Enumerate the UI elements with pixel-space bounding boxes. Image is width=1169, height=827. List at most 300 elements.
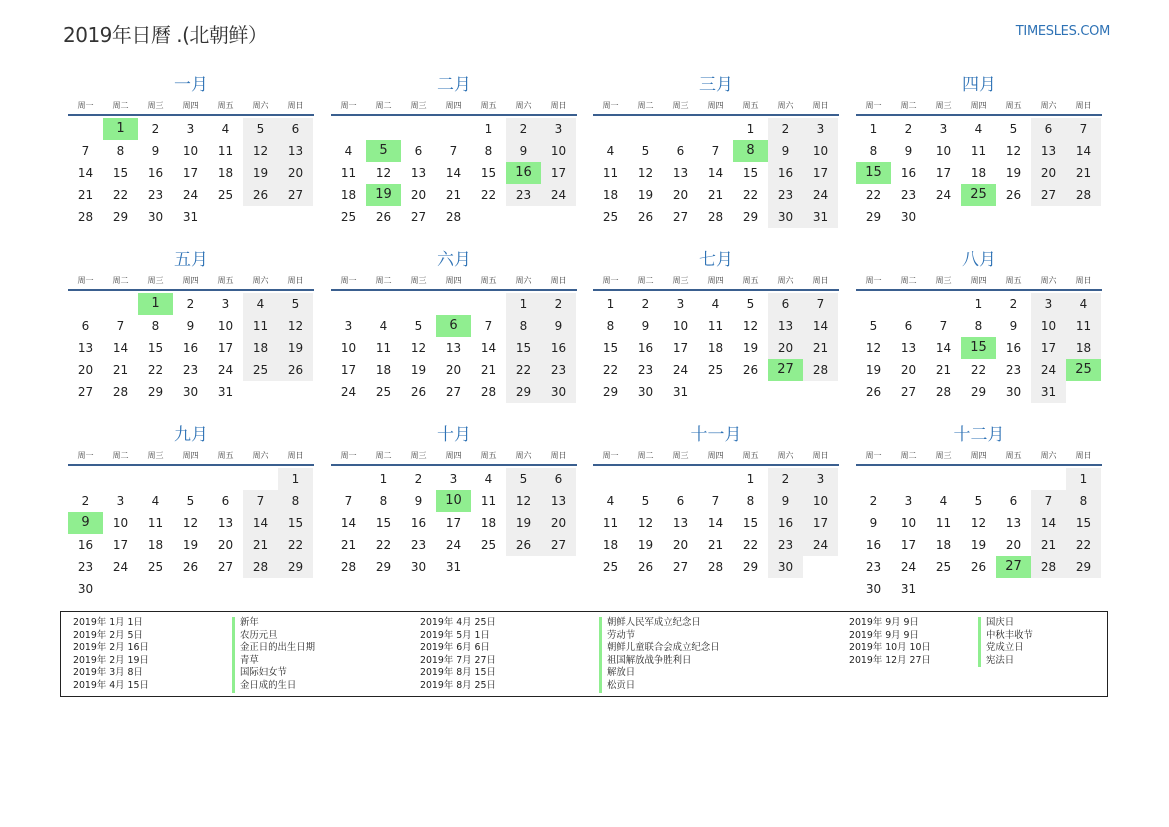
day-cell: 23 (768, 184, 803, 206)
legend-entry: 2019年 2月 19日 (73, 654, 149, 666)
day-cell: 27 (541, 534, 576, 556)
day-cell: 22 (865, 188, 882, 202)
day-cell: 7 (243, 490, 278, 512)
day-cell: 18 (602, 188, 619, 202)
day-cell: 25 (935, 560, 952, 574)
holiday-day-cell: 15 (856, 162, 891, 184)
day-cell: 1 (1066, 468, 1101, 490)
day-cell: 7 (449, 144, 458, 158)
day-cell: 1 (379, 472, 388, 486)
month-block (331, 422, 577, 578)
empty-cell (208, 468, 243, 490)
day-cell: 25 (480, 538, 497, 552)
day-cell: 2 (81, 494, 90, 508)
day-cell: 13 (410, 166, 427, 180)
day-cell: 22 (480, 188, 497, 202)
weekday-label: 周日 (550, 101, 567, 110)
day-cell: 13 (278, 140, 313, 162)
day-cell: 10 (900, 516, 917, 530)
day-cell: 5 (278, 293, 313, 315)
day-cell: 29 (602, 385, 619, 399)
day-grid (856, 468, 1101, 600)
day-cell: 15 (480, 166, 497, 180)
weekday-label: 周六 (252, 451, 269, 460)
day-cell: 28 (445, 210, 462, 224)
legend-entry: 国际妇女节 (232, 667, 315, 680)
day-cell: 22 (742, 188, 759, 202)
day-cell: 17 (541, 162, 576, 184)
day-cell: 9 (541, 315, 576, 337)
weekday-label: 周四 (707, 276, 724, 285)
day-cell: 11 (935, 516, 952, 530)
day-grid (331, 468, 576, 578)
day-grid (68, 118, 313, 228)
empty-cell (366, 293, 401, 315)
weekday-label: 周六 (777, 101, 794, 110)
holiday-day-cell: 1 (103, 118, 138, 140)
day-cell: 2 (1009, 297, 1018, 311)
month-block (856, 72, 1102, 228)
day-cell: 3 (1031, 293, 1066, 315)
day-cell: 28 (1066, 184, 1101, 206)
holiday-day-cell: 10 (436, 490, 471, 512)
weekday-label: 周日 (287, 451, 304, 460)
day-cell: 31 (217, 385, 234, 399)
day-cell: 5 (641, 144, 650, 158)
day-cell: 17 (672, 341, 689, 355)
weekday-label: 周六 (252, 276, 269, 285)
empty-cell (1031, 468, 1066, 490)
day-cell: 15 (742, 166, 759, 180)
day-cell: 29 (865, 210, 882, 224)
weekday-label: 周二 (112, 101, 129, 110)
day-cell: 27 (445, 385, 462, 399)
weekday-label: 周二 (375, 451, 392, 460)
holiday-day-cell: 5 (366, 140, 401, 162)
day-cell: 9 (151, 144, 160, 158)
day-cell: 25 (217, 188, 234, 202)
weekday-label: 周日 (812, 451, 829, 460)
day-cell: 29 (506, 381, 541, 403)
day-cell: 23 (637, 363, 654, 377)
day-cell: 7 (939, 319, 948, 333)
day-cell: 28 (112, 385, 129, 399)
day-cell: 14 (243, 512, 278, 534)
weekday-label: 周一 (865, 276, 882, 285)
day-cell: 24 (541, 184, 576, 206)
empty-cell (331, 468, 366, 490)
day-cell: 12 (637, 166, 654, 180)
day-cell: 26 (375, 210, 392, 224)
day-cell: 26 (410, 385, 427, 399)
day-cell: 3 (186, 122, 195, 136)
day-cell: 30 (410, 560, 427, 574)
day-cell: 12 (865, 341, 882, 355)
weekday-header (68, 98, 314, 116)
weekday-label: 周四 (970, 451, 987, 460)
weekday-label: 周二 (112, 276, 129, 285)
day-cell: 16 (768, 162, 803, 184)
day-cell: 2 (768, 468, 803, 490)
weekday-header (856, 98, 1102, 116)
day-cell: 6 (676, 494, 685, 508)
weekday-header (331, 273, 577, 291)
legend-entry: 2019年 5月 1日 (420, 629, 490, 641)
day-cell: 13 (1005, 516, 1022, 530)
weekday-label: 周四 (970, 276, 987, 285)
day-cell: 10 (182, 144, 199, 158)
day-cell: 25 (243, 359, 278, 381)
day-cell: 22 (278, 534, 313, 556)
weekday-label: 周五 (480, 451, 497, 460)
month-block (331, 247, 577, 403)
empty-cell (68, 468, 103, 490)
weekday-label: 周日 (1075, 276, 1092, 285)
day-cell: 5 (974, 494, 983, 508)
day-cell: 19 (637, 538, 654, 552)
day-cell: 31 (1031, 381, 1066, 403)
weekday-label: 周三 (410, 101, 427, 110)
legend-entry: 朝鲜人民军成立纪念日 (599, 617, 720, 630)
empty-cell (628, 118, 663, 140)
day-cell: 3 (939, 122, 948, 136)
day-cell: 8 (1066, 490, 1101, 512)
day-cell: 23 (506, 184, 541, 206)
day-cell: 6 (904, 319, 913, 333)
day-cell: 21 (803, 337, 838, 359)
day-cell: 21 (340, 538, 357, 552)
day-cell: 16 (768, 512, 803, 534)
day-cell: 8 (974, 319, 983, 333)
day-cell: 2 (904, 122, 913, 136)
holiday-day-cell: 15 (961, 337, 996, 359)
holiday-day-cell: 16 (506, 162, 541, 184)
month-block (593, 247, 839, 403)
day-cell: 17 (182, 166, 199, 180)
day-cell: 4 (221, 122, 230, 136)
day-cell: 11 (602, 516, 619, 530)
day-cell: 30 (147, 210, 164, 224)
legend-entry: 国庆日 (978, 617, 1033, 630)
month-block (856, 247, 1102, 403)
day-cell: 18 (217, 166, 234, 180)
day-cell: 15 (1066, 512, 1101, 534)
day-cell: 7 (711, 494, 720, 508)
day-cell: 17 (900, 538, 917, 552)
day-cell: 17 (217, 341, 234, 355)
day-cell: 26 (865, 385, 882, 399)
weekday-label: 周四 (970, 101, 987, 110)
day-cell: 13 (217, 516, 234, 530)
day-cell: 11 (243, 315, 278, 337)
page-title: 2019年日曆 .(北朝鲜） (63, 23, 268, 47)
day-cell: 14 (480, 341, 497, 355)
empty-cell (628, 468, 663, 490)
weekday-label: 周四 (445, 451, 462, 460)
day-cell: 10 (935, 144, 952, 158)
day-cell: 5 (869, 319, 878, 333)
day-cell: 20 (768, 337, 803, 359)
day-cell: 17 (445, 516, 462, 530)
day-cell: 23 (900, 188, 917, 202)
day-cell: 9 (768, 140, 803, 162)
day-cell: 3 (803, 118, 838, 140)
day-cell: 21 (112, 363, 129, 377)
day-cell: 11 (147, 516, 164, 530)
month-name: 三月 (699, 75, 733, 95)
day-cell: 6 (278, 118, 313, 140)
day-cell: 24 (935, 188, 952, 202)
empty-cell (891, 293, 926, 315)
legend-entry: 朝鲜儿童联合会成立纪念日 (599, 642, 720, 655)
legend-col1-dates (73, 617, 149, 693)
day-cell: 27 (900, 385, 917, 399)
day-cell: 10 (803, 140, 838, 162)
empty-cell (331, 118, 366, 140)
day-cell: 14 (1066, 140, 1101, 162)
day-cell: 9 (768, 490, 803, 512)
weekday-label: 周三 (935, 276, 952, 285)
day-cell: 3 (541, 118, 576, 140)
empty-cell (891, 468, 926, 490)
day-cell: 1 (506, 293, 541, 315)
legend-entry: 2019年 2月 16日 (73, 642, 149, 654)
day-cell: 26 (243, 184, 278, 206)
day-cell: 2 (151, 122, 160, 136)
weekday-label: 周三 (672, 101, 689, 110)
day-cell: 1 (484, 122, 493, 136)
day-cell: 14 (445, 166, 462, 180)
day-cell: 4 (606, 494, 615, 508)
weekday-label: 周三 (147, 101, 164, 110)
weekday-header (331, 448, 577, 466)
day-cell: 16 (77, 538, 94, 552)
day-cell: 24 (803, 534, 838, 556)
day-cell: 6 (676, 144, 685, 158)
day-cell: 21 (243, 534, 278, 556)
day-cell: 30 (541, 381, 576, 403)
day-cell: 11 (375, 341, 392, 355)
day-cell: 26 (637, 560, 654, 574)
weekday-label: 周日 (1075, 101, 1092, 110)
day-cell: 12 (506, 490, 541, 512)
weekday-label: 周三 (410, 276, 427, 285)
empty-cell (663, 118, 698, 140)
empty-cell (68, 118, 103, 140)
day-cell: 7 (1031, 490, 1066, 512)
day-cell: 6 (81, 319, 90, 333)
day-cell: 1 (746, 472, 755, 486)
day-grid (593, 293, 838, 403)
weekday-label: 周一 (865, 101, 882, 110)
day-cell: 14 (1031, 512, 1066, 534)
weekday-label: 周四 (445, 101, 462, 110)
day-cell: 7 (711, 144, 720, 158)
empty-cell (401, 293, 436, 315)
weekday-header (331, 98, 577, 116)
weekday-label: 周二 (375, 101, 392, 110)
weekday-label: 周一 (602, 451, 619, 460)
day-cell: 7 (116, 319, 125, 333)
day-cell: 29 (970, 385, 987, 399)
weekday-label: 周二 (900, 101, 917, 110)
day-cell: 27 (278, 184, 313, 206)
day-cell: 23 (768, 534, 803, 556)
day-cell: 30 (77, 582, 94, 596)
weekday-label: 周二 (637, 276, 654, 285)
weekday-header (856, 273, 1102, 291)
day-cell: 19 (637, 188, 654, 202)
day-cell: 25 (147, 560, 164, 574)
day-cell: 3 (221, 297, 230, 311)
day-cell: 26 (742, 363, 759, 377)
day-cell: 7 (484, 319, 493, 333)
day-cell: 2 (541, 293, 576, 315)
weekday-label: 周五 (217, 276, 234, 285)
day-cell: 12 (742, 319, 759, 333)
day-cell: 10 (340, 341, 357, 355)
weekday-label: 周五 (1005, 276, 1022, 285)
holiday-legend (60, 611, 1108, 697)
day-cell: 29 (1066, 556, 1101, 578)
empty-cell (698, 468, 733, 490)
weekday-label: 周一 (340, 276, 357, 285)
day-cell: 20 (410, 188, 427, 202)
day-cell: 1 (278, 468, 313, 490)
day-cell: 9 (1009, 319, 1018, 333)
day-cell: 22 (1066, 534, 1101, 556)
legend-col3-dates (849, 617, 931, 667)
legend-entry: 2019年 2月 5日 (73, 629, 143, 641)
empty-cell (103, 468, 138, 490)
weekday-label: 周四 (182, 101, 199, 110)
day-cell: 3 (344, 319, 353, 333)
day-cell: 15 (602, 341, 619, 355)
day-grid (68, 293, 313, 403)
day-cell: 12 (637, 516, 654, 530)
day-cell: 4 (151, 494, 160, 508)
day-cell: 17 (803, 162, 838, 184)
day-cell: 28 (1031, 556, 1066, 578)
month-name: 六月 (437, 250, 471, 270)
legend-entry: 2019年 3月 8日 (73, 667, 143, 679)
day-cell: 3 (116, 494, 125, 508)
day-cell: 31 (803, 206, 838, 228)
day-cell: 17 (1031, 337, 1066, 359)
empty-cell (926, 293, 961, 315)
day-cell: 9 (904, 144, 913, 158)
legend-entry: 2019年 8月 15日 (420, 667, 496, 679)
day-cell: 11 (970, 144, 987, 158)
day-cell: 14 (112, 341, 129, 355)
day-cell: 28 (243, 556, 278, 578)
weekday-label: 周一 (77, 276, 94, 285)
day-cell: 13 (1031, 140, 1066, 162)
day-cell: 19 (410, 363, 427, 377)
weekday-label: 周日 (1075, 451, 1092, 460)
day-cell: 29 (742, 210, 759, 224)
legend-entry: 农历元旦 (232, 630, 315, 643)
day-cell: 19 (742, 341, 759, 355)
legend-entry: 2019年 6月 6日 (420, 642, 490, 654)
month-name: 一月 (174, 75, 208, 95)
day-cell: 6 (1031, 118, 1066, 140)
empty-cell (961, 468, 996, 490)
day-cell: 14 (77, 166, 94, 180)
day-cell: 29 (742, 560, 759, 574)
day-cell: 24 (182, 188, 199, 202)
weekday-label: 周三 (935, 451, 952, 460)
day-cell: 30 (768, 206, 803, 228)
day-cell: 19 (278, 337, 313, 359)
weekday-label: 周六 (1040, 451, 1057, 460)
day-cell: 9 (414, 494, 423, 508)
site-link[interactable]: TIMESLES.COM (1015, 24, 1110, 39)
weekday-label: 周四 (182, 276, 199, 285)
day-cell: 12 (278, 315, 313, 337)
legend-entry: 2019年 7月 27日 (420, 654, 496, 666)
day-cell: 30 (1005, 385, 1022, 399)
day-cell: 12 (1005, 144, 1022, 158)
day-cell: 16 (900, 166, 917, 180)
day-cell: 30 (900, 210, 917, 224)
day-cell: 19 (865, 363, 882, 377)
empty-cell (243, 468, 278, 490)
day-cell: 9 (869, 516, 878, 530)
day-cell: 8 (116, 144, 125, 158)
day-cell: 24 (340, 385, 357, 399)
day-cell: 25 (602, 560, 619, 574)
day-cell: 14 (803, 315, 838, 337)
legend-entry: 金日成的生日 (232, 680, 315, 693)
weekday-label: 周二 (637, 451, 654, 460)
day-grid (331, 293, 576, 403)
month-block (68, 422, 314, 600)
day-cell: 29 (147, 385, 164, 399)
day-cell: 3 (449, 472, 458, 486)
legend-entry: 金正日的出生日期 (232, 642, 315, 655)
holiday-day-cell: 27 (996, 556, 1031, 578)
empty-cell (698, 118, 733, 140)
day-cell: 20 (672, 538, 689, 552)
weekday-header (593, 98, 839, 116)
day-cell: 27 (672, 210, 689, 224)
day-cell: 4 (711, 297, 720, 311)
day-grid (856, 118, 1101, 228)
weekday-label: 周六 (1040, 101, 1057, 110)
month-block (593, 72, 839, 228)
weekday-header (856, 448, 1102, 466)
day-cell: 29 (278, 556, 313, 578)
weekday-label: 周日 (550, 276, 567, 285)
day-cell: 4 (344, 144, 353, 158)
month-name: 十月 (437, 425, 471, 445)
day-cell: 16 (147, 166, 164, 180)
month-block (68, 72, 314, 228)
day-cell: 4 (243, 293, 278, 315)
empty-cell (471, 293, 506, 315)
day-cell: 20 (672, 188, 689, 202)
day-cell: 27 (217, 560, 234, 574)
day-cell: 3 (904, 494, 913, 508)
legend-entry: 2019年 8月 25日 (420, 679, 496, 691)
day-cell: 13 (541, 490, 576, 512)
day-cell: 15 (112, 166, 129, 180)
empty-cell (173, 468, 208, 490)
holiday-day-cell: 9 (68, 512, 103, 534)
day-cell: 3 (676, 297, 685, 311)
day-cell: 6 (414, 144, 423, 158)
